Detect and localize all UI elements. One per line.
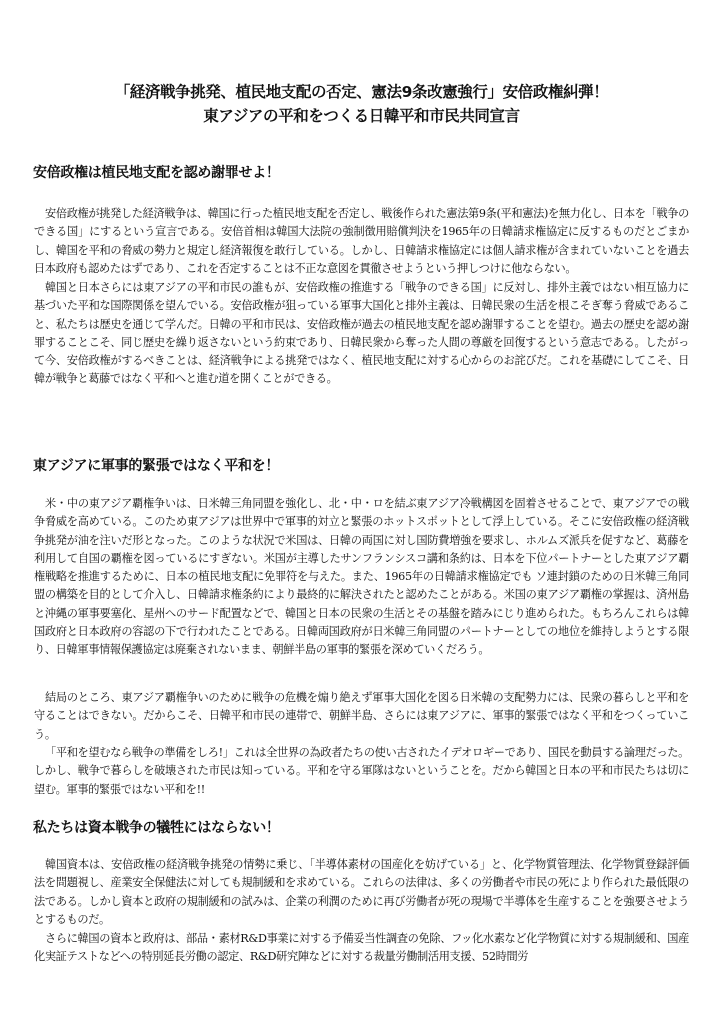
- section-1-paragraph-1: 安倍政権が挑発した経済戦争は、韓国に行った植民地支配を否定し、戦後作られた憲法第9条(平和憲法)を無力化し、日本を「戦争のできる国」にするという宣言である。安倍首相は韓国大法院の強制徴用賠償判決を1965年の日韓請求権協定に反するものだとごまかし、韓国を平和の脅威の勢力と規定し経済報復を敢行している。しかし、日韓請求権協定には個人請求権が含まれていないことを過去日本政府も認めたはずであり、これを否定することは不正な意図を貫徹させようという押しつけに他ならない。: [34, 207, 689, 275]
- section-2-paragraph-1: 米・中の東アジア覇権争いは、日米韓三角同盟を強化し、北・中・ロを結ぶ東アジア冷戦構図を固着させることで、東アジアでの戦争脅威を高めている。このため東アジアは世界中で軍事的対立と緊張のホットスポットとして浮上している。そこに安倍政権の経済戦争挑発が油を注いだ形となった。このような状況で米国は、日韓の両国に対し国防費増強を要求し、ホルムズ派兵を促すなど、葛藤を利用して自国の覇権を図っているにすぎない。米国が主導したサンフランシスコ講和条約は、日本を下位パートナーとした東アジア覇権戦略を推進するために、日本の植民地支配に免罪符を与えた。また、1965年の日韓請求権協定でも ソ連封鎖のための日米韓三角同盟の構築を目的として介入し、日韓請求権条約により最終的に解決されたと認めたことがある。米国の東アジア覇権の掌握は、済州島と沖縄の軍事要塞化、星州へのサード配置などで、韓国と日本の民衆の生活とその基盤を踏みにじり進められた。もちろんこれらは韓国政府と日本政府の容認の下で行われたことである。日韓両国政府が日米韓三角同盟のパートナーとしての地位を維持しようとする限り、日韓軍事情報保護協定は廃棄されないまま、朝鮮半島の軍事的緊張を深めていくだろう。: [34, 497, 689, 656]
- section-3-heading: 私たちは資本戦争の犠牲にはならない！: [33, 820, 280, 836]
- section-3-paragraph-2: さらに韓国の資本と政府は、部品・素材R&D事業に対する予備妥当性調査の免除、フッ化水素など化学物質に対する規制緩和、国産化実証テストなどへの特別延長労働の認定、R&D研究陣などに対する裁量労働制活用支援、52時間労: [34, 932, 689, 964]
- document-title-line-2: 東アジアの平和をつくる日韓平和市民共同宣言: [203, 107, 520, 125]
- section-2-paragraph-3: 「平和を望むなら戦争の準備をしろ!」これは全世界の為政者たちの使い古されたイデオロギーであり、国民を動員する論理だった。しかし、戦争で暮らしを破壊された市民は知っている。平和を守る軍隊はないということを。だから韓国と日本の平和市民たちは切に望む。軍事的緊張ではない平和を!!: [34, 746, 689, 796]
- section-2-heading: 東アジアに軍事的緊張ではなく平和を！: [33, 458, 280, 474]
- section-3-paragraph-1: 韓国資本は、安倍政権の経済戦争挑発の情勢に乗じ、「半導体素材の国産化を妨げている」と、化学物質管理法、化学物質登録評価法を問題視し、産業安全保健法に対しても規制緩和を求めている。これらの法律は、多くの労働者や市民の死により作られた最低限の法である。しかし資本と政府の規制緩和の試みは、企業の利潤のために再び労働者が死の現場で半導体を生産することを強要させようとするものだ。: [34, 858, 689, 926]
- section-1-heading: 安倍政権は植民地支配を認め謝罪せよ！: [33, 165, 280, 181]
- document-title-line-1: 「経済戦争挑発、植民地支配の否定、憲法9条改憲強行」安倍政権糾弾！: [114, 83, 609, 101]
- section-2-paragraph-2: 結局のところ、東アジア覇権争いのために戦争の危機を煽り絶えず軍事大国化を図る日米韓の支配勢力には、民衆の暮らしと平和を守ることはできない。だからこそ、日韓平和市民の連帯で、朝鮮半島、さらには東アジアに、軍事的緊張ではなく平和をつくっていこう。: [34, 691, 689, 741]
- section-1-paragraph-2: 韓国と日本さらには東アジアの平和市民の誰もが、安倍政権の推進する「戦争のできる国」に反対し、排外主義ではない相互協力に基づいた平和な国際関係を望んでいる。安倍政権が狙っている軍事大国化と排外主義は、日韓民衆の生活を根こそぎ奪う脅威であること、私たちは歴史を通じて学んだ。日韓の平和市民は、安倍政権が過去の植民地支配を認め謝罪することを望む。過去の歴史を認め謝罪することこそ、同じ歴史を繰り返さないという約束であり、日韓民衆から奪った人間の尊厳を回復するという意志である。したがって今、安倍政権がするべきことは、経済戦争による挑発ではなく、植民地支配に対する心からのお詫びだ。これを基礎にしてこそ、日韓が戦争と葛藤ではなく平和へと進む道を開くことができる。: [34, 281, 689, 386]
